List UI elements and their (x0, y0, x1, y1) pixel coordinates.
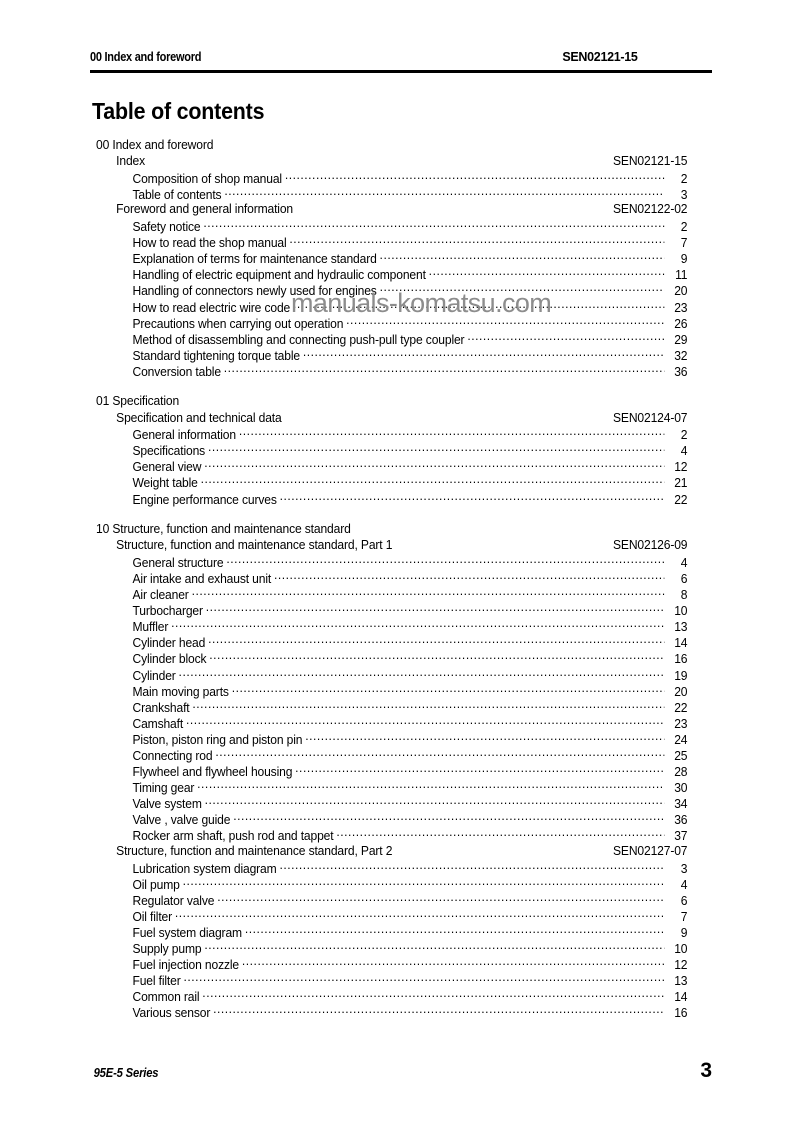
toc-entry[interactable] (96, 218, 687, 234)
toc-page-number: 6 (680, 571, 688, 586)
toc-entry-label: Fuel filter (132, 974, 181, 989)
toc-entry-label: How to read electric wire code (132, 300, 291, 315)
toc-page-number: 28 (674, 765, 688, 780)
toc-dot-leader (203, 218, 664, 231)
toc-dot-leader (217, 892, 664, 905)
toc-dot-leader (183, 973, 664, 986)
toc-entry-label: Piston, piston ring and piston pin (132, 732, 303, 747)
toc-dot-leader (186, 715, 664, 728)
toc-dot-leader (239, 427, 665, 440)
toc-page-number: 36 (674, 813, 688, 828)
toc-entry-label: Muffler (132, 620, 169, 635)
toc-dot-leader (197, 780, 664, 793)
toc-entry-label: Method of disassembling and connecting push-pull type coupler (132, 332, 465, 347)
toc-dot-leader (224, 186, 664, 199)
toc-entry-label: Specification and technical data (116, 410, 282, 425)
toc-entry-label: 10 Structure, function and maintenance standard (96, 522, 351, 537)
toc-page-number: 3 (680, 187, 688, 202)
toc-page-number: 12 (674, 958, 688, 973)
toc-entry-label: Timing gear (132, 781, 195, 796)
toc-entry-label: Common rail (132, 990, 200, 1005)
toc-entry[interactable] (96, 924, 687, 940)
toc-dot-leader (285, 170, 664, 183)
toc-entry-label: Table of contents (132, 187, 222, 202)
toc-page-number: 4 (680, 555, 688, 570)
toc-document-heading[interactable] (96, 411, 687, 427)
toc-dot-leader (213, 1005, 664, 1018)
toc-page-number: 37 (674, 829, 688, 844)
toc-entry[interactable] (96, 780, 687, 796)
toc-entry[interactable] (96, 570, 687, 586)
toc-entry[interactable] (96, 491, 687, 507)
toc-dot-leader (274, 570, 664, 583)
toc-entry-label: Valve , valve guide (132, 813, 231, 828)
toc-entry[interactable] (96, 812, 687, 828)
toc-dot-leader (192, 586, 665, 599)
toc-entry-label: Structure, function and maintenance standard, Part 2 (116, 843, 393, 858)
toc-page-number: 26 (674, 316, 688, 331)
toc-entry[interactable] (96, 796, 687, 812)
toc-page-number: 10 (674, 604, 688, 619)
toc-page-number: 21 (674, 476, 688, 491)
toc-entry-label: Oil filter (132, 909, 173, 924)
toc-dot-leader (192, 699, 664, 712)
toc-page-number: 23 (674, 716, 688, 731)
toc-page-number: 2 (680, 220, 688, 235)
toc-entry[interactable] (96, 235, 687, 251)
toc-page-number: 9 (680, 926, 688, 940)
toc-page-number: 3 (680, 861, 688, 876)
toc-dot-leader (206, 603, 665, 616)
toc-entry[interactable] (96, 635, 687, 651)
toc-group (96, 394, 712, 507)
toc-entry-label: How to read the shop manual (132, 236, 287, 251)
toc-dot-leader (232, 683, 665, 696)
toc-entry-label: General structure (132, 555, 224, 570)
toc-dot-leader (204, 941, 664, 954)
toc-page-number: 24 (674, 732, 688, 747)
toc-document-code: SEN02124-07 (612, 410, 688, 425)
toc-document-code: SEN02127-07 (612, 843, 688, 858)
toc-page-number: 7 (680, 236, 688, 251)
toc-section-heading (96, 522, 687, 538)
toc-entry-label: Specifications (132, 444, 206, 459)
toc-page-number: 30 (674, 781, 688, 796)
toc-entry[interactable] (96, 957, 687, 973)
toc-entry[interactable] (96, 731, 687, 747)
toc-page-number: 22 (674, 492, 688, 507)
toc-dot-leader (179, 667, 665, 680)
toc-dot-leader (429, 267, 665, 280)
toc-page-number: 13 (674, 620, 688, 635)
toc-document-heading[interactable] (96, 844, 687, 860)
toc-entry-label: Index (116, 154, 146, 169)
toc-dot-leader (336, 828, 664, 841)
toc-dot-leader (245, 924, 664, 937)
toc-dot-leader (303, 347, 664, 360)
toc-page-number: 14 (674, 990, 688, 1005)
toc-entry-label: General view (132, 460, 202, 475)
toc-entry[interactable] (96, 715, 687, 731)
toc-entry[interactable] (96, 186, 687, 202)
toc-document-code: SEN02122-02 (612, 202, 688, 217)
toc-section-heading (96, 394, 687, 410)
running-footer (90, 1059, 712, 1083)
toc-page-number: 14 (674, 636, 688, 651)
toc-group (96, 522, 712, 1021)
toc-entry[interactable] (96, 299, 687, 315)
toc-dot-leader (295, 763, 664, 776)
toc-entry[interactable] (96, 586, 687, 602)
toc-page-number: 20 (674, 684, 688, 699)
toc-entry-label: Flywheel and flywheel housing (132, 765, 293, 780)
toc-entry[interactable] (96, 651, 687, 667)
toc-document-heading[interactable] (96, 202, 687, 218)
toc-entry-label: Weight table (132, 476, 198, 491)
footer-series-label: 95E-5 Series (93, 1066, 159, 1080)
toc-dot-leader (242, 957, 664, 970)
toc-entry[interactable] (96, 443, 687, 459)
toc-entry[interactable] (96, 763, 687, 779)
toc-page-number: 25 (674, 748, 688, 763)
toc-page-number: 4 (680, 444, 688, 459)
toc-dot-leader (175, 908, 664, 921)
toc-page-number: 11 (675, 268, 688, 283)
toc-entry-label: Regulator valve (132, 893, 215, 908)
toc-entry-label: Composition of shop manual (132, 171, 282, 186)
toc-entry-label: Handling of electric equipment and hydraulic component (132, 268, 426, 283)
page-title: Table of contents (92, 98, 265, 124)
toc-dot-leader (224, 363, 665, 376)
toc-dot-leader (208, 443, 664, 456)
toc-entry[interactable] (96, 828, 687, 844)
toc-document-heading[interactable] (96, 154, 687, 170)
table-of-contents (96, 138, 712, 1021)
toc-page-number: 12 (674, 460, 688, 475)
header-section-title: 00 Index and foreword (90, 50, 202, 64)
toc-dot-leader (226, 554, 664, 567)
toc-dot-leader (205, 796, 665, 809)
toc-entry[interactable] (96, 347, 687, 363)
toc-entry-label: Camshaft (132, 716, 184, 731)
toc-entry-label: Lubrication system diagram (132, 861, 277, 876)
toc-dot-leader (467, 331, 664, 344)
toc-entry-label: Handling of connectors newly used for engines (132, 284, 377, 299)
toc-entry-label: Structure, function and maintenance standard, Part 1 (116, 538, 393, 553)
toc-page-number: 34 (674, 797, 688, 812)
toc-page-number: 16 (674, 1006, 688, 1021)
toc-dot-leader (209, 651, 664, 664)
toc-entry-label: Safety notice (132, 220, 201, 235)
toc-page-number: 2 (680, 171, 688, 186)
toc-dot-leader (183, 876, 665, 889)
toc-entry-label: Precautions when carrying out operation (132, 316, 344, 331)
toc-entry-label: Air cleaner (132, 588, 189, 603)
running-header (90, 50, 637, 64)
toc-entry-label: Oil pump (132, 877, 180, 892)
toc-dot-leader (305, 731, 664, 744)
toc-entry[interactable] (96, 908, 687, 924)
toc-page-number: 8 (680, 588, 688, 603)
footer-page-number: 3 (700, 1059, 712, 1082)
toc-dot-leader (280, 491, 665, 504)
toc-section-heading (96, 138, 687, 154)
toc-entry-label: Cylinder (132, 668, 176, 683)
toc-entry-label: Rocker arm shaft, push rod and tappet (132, 829, 334, 844)
toc-page-number: 19 (674, 668, 688, 683)
watermark: manuals-komatsu.com (291, 288, 552, 318)
toc-entry[interactable] (96, 989, 687, 1005)
toc-entry[interactable] (96, 475, 687, 491)
toc-page-number: 9 (680, 252, 688, 267)
toc-entry-label: Various sensor (132, 1006, 211, 1021)
toc-entry[interactable] (96, 941, 687, 957)
toc-dot-leader (279, 860, 664, 873)
toc-entry-label: Fuel system diagram (132, 926, 242, 940)
toc-entry-label: Foreword and general information (116, 202, 294, 217)
toc-page-number: 2 (680, 428, 688, 443)
toc-entry-label: Supply pump (132, 942, 202, 957)
toc-entry[interactable] (96, 315, 687, 331)
toc-document-code: SEN02121-15 (612, 154, 688, 169)
toc-entry[interactable] (96, 363, 687, 379)
toc-dot-leader (289, 235, 664, 248)
toc-group (96, 138, 712, 379)
toc-entry[interactable] (96, 427, 687, 443)
toc-entry-label: Engine performance curves (132, 492, 277, 507)
toc-entry[interactable] (96, 747, 687, 763)
toc-page-number: 4 (680, 877, 688, 892)
toc-page-number: 7 (680, 909, 688, 924)
toc-page-number: 16 (674, 652, 688, 667)
toc-entry-label: Crankshaft (132, 700, 190, 715)
toc-entry-label: 00 Index and foreword (96, 138, 214, 152)
toc-page-number: 13 (674, 974, 688, 989)
toc-entry-label: Turbocharger (132, 604, 203, 619)
toc-dot-leader (171, 619, 664, 632)
toc-entry[interactable] (96, 603, 687, 619)
toc-dot-leader (208, 635, 664, 648)
toc-dot-leader (380, 251, 665, 264)
toc-page-number: 20 (674, 284, 688, 299)
toc-entry[interactable] (96, 667, 687, 683)
toc-entry[interactable] (96, 251, 687, 267)
toc-entry[interactable] (96, 973, 687, 989)
toc-entry-label: Fuel injection nozzle (132, 958, 240, 973)
toc-dot-leader (202, 989, 664, 1002)
toc-entry[interactable] (96, 331, 687, 347)
toc-entry[interactable] (96, 459, 687, 475)
toc-entry-label: Conversion table (132, 364, 221, 379)
toc-dot-leader (293, 299, 664, 312)
toc-page-number: 29 (674, 332, 688, 347)
toc-entry[interactable] (96, 683, 687, 699)
toc-entry-label: 01 Specification (96, 394, 180, 409)
toc-document-code: SEN02126-09 (612, 538, 688, 553)
toc-dot-leader (380, 283, 665, 296)
toc-entry[interactable] (96, 876, 687, 892)
toc-page-number: 22 (674, 700, 688, 715)
toc-dot-leader (204, 459, 664, 472)
toc-entry[interactable] (96, 267, 687, 283)
toc-dot-leader (233, 812, 664, 825)
toc-entry-label: Main moving parts (132, 684, 229, 699)
toc-entry-label: Cylinder head (132, 636, 206, 651)
toc-entry[interactable] (96, 619, 687, 635)
toc-dot-leader (346, 315, 664, 328)
toc-entry[interactable] (96, 892, 687, 908)
toc-entry-label: Explanation of terms for maintenance standard (132, 252, 377, 267)
toc-document-heading[interactable] (96, 538, 687, 554)
toc-page-number: 10 (674, 942, 688, 957)
toc-entry[interactable] (96, 554, 687, 570)
toc-entry-label: Air intake and exhaust unit (132, 571, 272, 586)
toc-entry[interactable] (96, 170, 687, 186)
toc-entry[interactable] (96, 283, 687, 299)
toc-entry-label: Connecting rod (132, 748, 213, 763)
toc-entry[interactable] (96, 1005, 687, 1021)
toc-entry-label: Valve system (132, 797, 202, 812)
toc-dot-leader (201, 475, 665, 488)
header-rule (90, 70, 712, 73)
toc-entry-label: Standard tightening torque table (132, 348, 300, 363)
toc-page-number: 36 (674, 364, 688, 379)
toc-page-number: 6 (680, 893, 688, 908)
toc-entry[interactable] (96, 699, 687, 715)
toc-entry[interactable] (96, 860, 687, 876)
toc-page-number: 32 (674, 348, 688, 363)
toc-dot-leader (215, 747, 664, 760)
header-document-code: SEN02121-15 (562, 50, 638, 64)
toc-page-number: 23 (674, 300, 688, 315)
toc-entry-label: General information (132, 428, 236, 443)
toc-entry-label: Cylinder block (132, 652, 207, 667)
